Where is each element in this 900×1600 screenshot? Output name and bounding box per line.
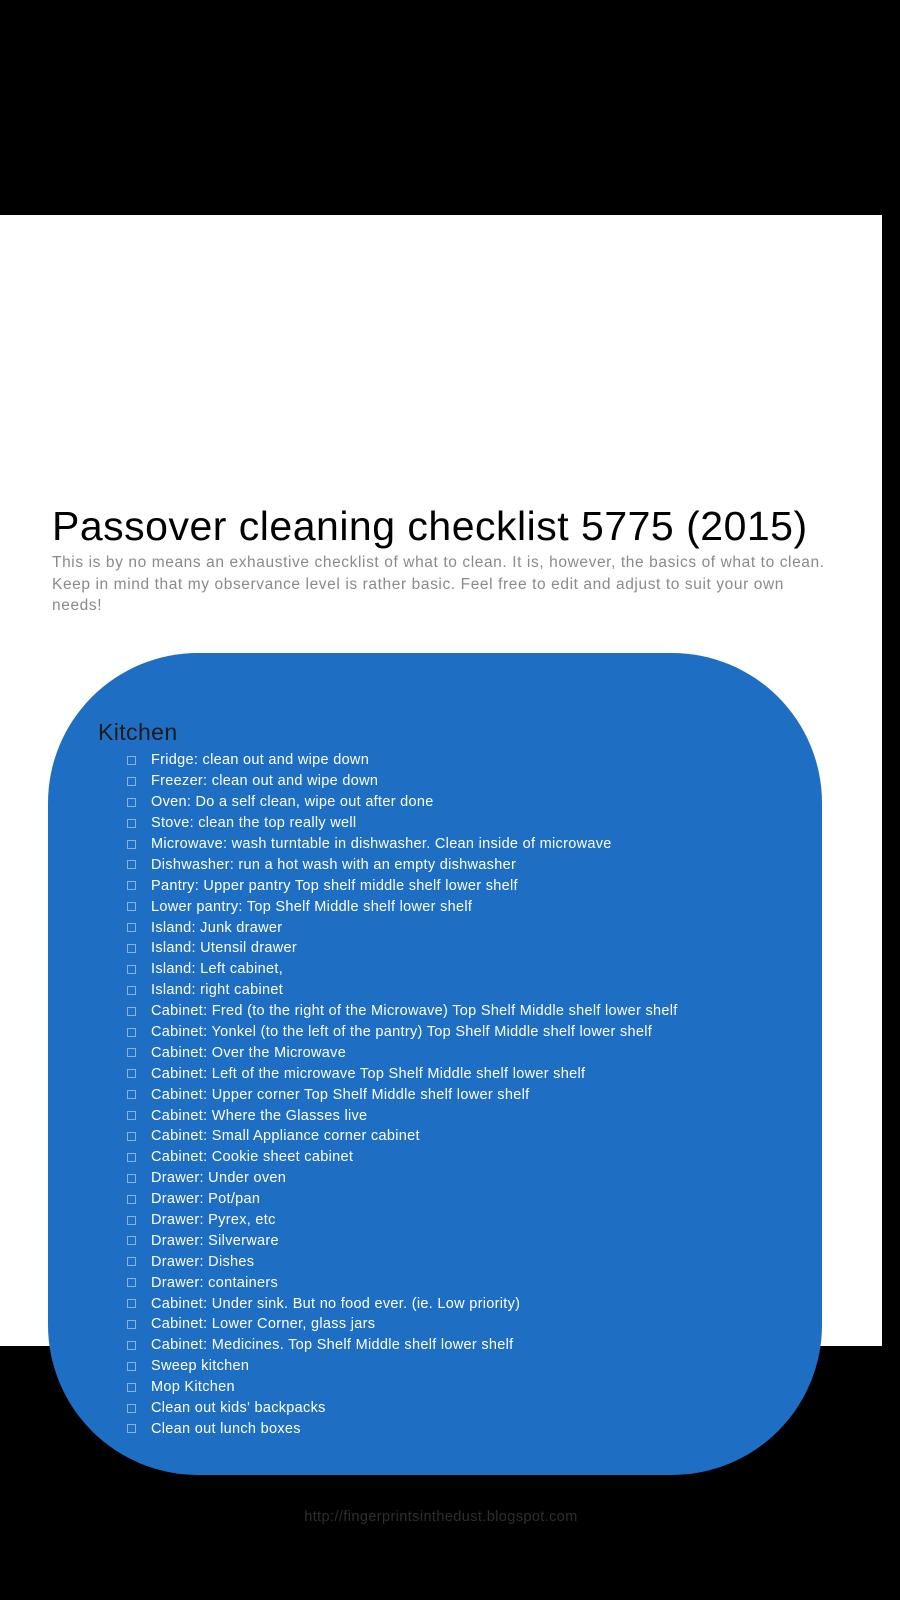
checklist-item (125, 896, 785, 917)
page-subtitle: This is by no means an exhaustive checklist of what to clean. It is, however, the basics of what to clean. Keep in mind that my observance level is rather basic. Feel free to edit and adjust to suit your own needs! (52, 554, 825, 614)
checklist-item-label: Clean out kids' backpacks (151, 1400, 326, 1417)
checklist-item (125, 980, 785, 1001)
checklist-item (125, 959, 785, 980)
checklist-item (125, 938, 785, 959)
checkbox-icon (127, 902, 136, 911)
checkbox-icon (127, 1111, 136, 1120)
checklist-item (125, 1419, 785, 1440)
checkbox-icon (127, 1278, 136, 1287)
checklist-item-label: Microwave: wash turntable in dishwasher. Clean inside of microwave (151, 836, 612, 852)
checkbox-icon (127, 1132, 136, 1141)
checkbox-icon (127, 1383, 136, 1392)
checklist-item (125, 792, 785, 813)
checklist-item (125, 1189, 785, 1210)
checklist-item (125, 1022, 785, 1043)
checkbox-icon (127, 1153, 136, 1162)
checklist-item-label: Drawer: Under oven (151, 1170, 287, 1187)
checklist-item-label: Drawer: Pot/pan (151, 1191, 261, 1208)
checklist-item-label: Pantry: Upper pantry Top shelf middle shelf lower shelf (151, 877, 518, 894)
checklist-item (125, 917, 785, 938)
checkbox-icon (127, 840, 136, 849)
checklist-item-label: Cabinet: Cookie sheet cabinet (151, 1149, 354, 1166)
checklist-item-label: Drawer: Pyrex, etc (151, 1212, 276, 1229)
document-page (0, 215, 882, 1525)
checklist-item-label: Oven: Do a self clean, wipe out after done (151, 794, 434, 811)
checklist (125, 750, 785, 1439)
checklist-item-label: Cabinet: Medicines. Top Shelf Middle shelf lower shelf (151, 1337, 514, 1354)
checklist-item (125, 1126, 785, 1147)
checkbox-icon (127, 756, 136, 765)
checklist-item (125, 1147, 785, 1168)
checklist-item-label: Cabinet: Upper corner Top Shelf Middle shelf lower shelf (151, 1086, 530, 1103)
checklist-item (125, 854, 785, 875)
checklist-item (125, 1251, 785, 1272)
checkbox-icon (127, 1404, 136, 1413)
checkbox-icon (127, 1424, 136, 1433)
checklist-item (125, 1377, 785, 1398)
checkbox-icon (127, 860, 136, 869)
checklist-item (125, 1293, 785, 1314)
checklist-item (125, 771, 785, 792)
checkbox-icon (127, 1299, 136, 1308)
checklist-item (125, 834, 785, 855)
checklist-item-label: Clean out lunch boxes (151, 1420, 301, 1437)
checklist-item-label: Freezer: clean out and wipe down (151, 773, 379, 790)
checklist-item (125, 1335, 785, 1356)
checkbox-icon (127, 777, 136, 786)
checklist-item (125, 1042, 785, 1063)
checkbox-icon (127, 798, 136, 807)
checklist-item-label: Island: right cabinet (151, 982, 284, 999)
page-title: Passover cleaning checklist 5775 (2015) (52, 503, 808, 549)
checklist-item (125, 1272, 785, 1293)
checklist-item (125, 1314, 785, 1335)
section-heading-kitchen: Kitchen (98, 719, 178, 745)
checkbox-icon (127, 944, 136, 953)
checkbox-icon (127, 1007, 136, 1016)
checkbox-icon (127, 1195, 136, 1204)
checkbox-icon (127, 819, 136, 828)
checklist-item-label: Lower pantry: Top Shelf Middle shelf lower shelf (151, 898, 473, 915)
checkbox-icon (127, 1257, 136, 1266)
checklist-item (125, 875, 785, 896)
kitchen-section-panel (48, 653, 822, 1475)
checklist-item-label: Cabinet: Where the Glasses live (151, 1107, 368, 1124)
checklist-item-label: Cabinet: Left of the microwave Top Shelf Middle shelf lower shelf (151, 1065, 586, 1082)
checklist-item-label: Sweep kitchen (151, 1358, 250, 1375)
checklist-item (125, 1168, 785, 1189)
checklist-item (125, 1398, 785, 1419)
checkbox-icon (127, 1320, 136, 1329)
checklist-item-label: Island: Utensil drawer (151, 940, 298, 957)
checklist-item-label: Island: Left cabinet, (151, 961, 284, 978)
checkbox-icon (127, 1028, 136, 1037)
checklist-item-label: Mop Kitchen (151, 1379, 235, 1396)
checkbox-icon (127, 1069, 136, 1078)
checkbox-icon (127, 986, 136, 995)
checklist-item (125, 1063, 785, 1084)
checklist-item-label: Drawer: Silverware (151, 1232, 279, 1249)
checklist-item-label: Cabinet: Under sink. But no food ever. (ie. Low priority) (151, 1295, 521, 1312)
checklist-item (125, 1356, 785, 1377)
checklist-item-label: Drawer: Dishes (151, 1253, 255, 1270)
checklist-item (125, 1230, 785, 1251)
checklist-item-label: Cabinet: Small Appliance corner cabinet (151, 1128, 420, 1145)
checklist-item-label: Cabinet: Fred (to the right of the Microwave) Top Shelf Middle shelf lower shelf (151, 1003, 678, 1020)
checklist-item-label: Island: Junk drawer (151, 919, 283, 936)
checkbox-icon (127, 923, 136, 932)
checkbox-icon (127, 1174, 136, 1183)
checklist-item (125, 750, 785, 771)
checklist-item (125, 1210, 785, 1231)
checklist-item-label: Drawer: containers (151, 1274, 279, 1291)
checkbox-icon (127, 1048, 136, 1057)
checklist-item (125, 1105, 785, 1126)
checkbox-icon (127, 1236, 136, 1245)
checklist-item (125, 813, 785, 834)
checklist-item-label: Cabinet: Lower Corner, glass jars (151, 1316, 376, 1333)
checkbox-icon (127, 1216, 136, 1225)
checklist-item-label: Fridge: clean out and wipe down (151, 752, 370, 769)
checklist-item-label: Cabinet: Yonkel (to the left of the pantry) Top Shelf Middle shelf lower shelf (151, 1024, 653, 1041)
checkbox-icon (127, 1362, 136, 1371)
checkbox-icon (127, 1341, 136, 1350)
checklist-item-label: Stove: clean the top really well (151, 815, 357, 832)
checkbox-icon (127, 881, 136, 890)
checklist-item (125, 1084, 785, 1105)
checklist-item-label: Cabinet: Over the Microwave (151, 1044, 347, 1061)
checkbox-icon (127, 1090, 136, 1099)
checklist-item (125, 1001, 785, 1022)
checklist-item-label: Dishwasher: run a hot wash with an empty dishwasher (151, 856, 517, 873)
checkbox-icon (127, 965, 136, 974)
footer-url: http://fingerprintsinthedust.blogspot.com (304, 1509, 578, 1525)
